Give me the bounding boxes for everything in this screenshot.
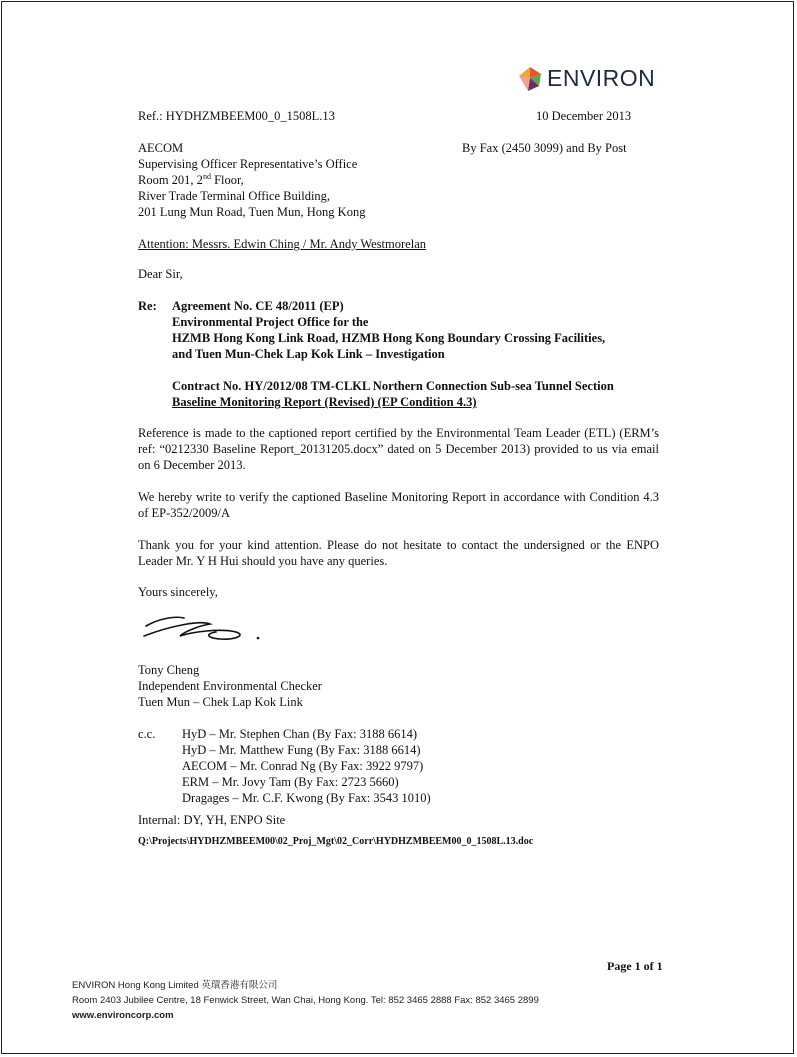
letter-date: 10 December 2013 [536,109,632,123]
closing: Yours sincerely, [138,585,218,599]
cc-list [182,726,431,806]
environ-leaf-icon [515,64,545,94]
recipient-line: 201 Lung Mun Road, Tuen Mun, Hong Kong [138,205,366,219]
page-border [1,1,794,1054]
cc-item: HyD – Mr. Matthew Fung (By Fax: 3188 6614) [182,743,421,757]
internal-distribution: Internal: DY, YH, ENPO Site [138,813,286,827]
file-path: Q:\Projects\HYDHZMBEEM00\02_Proj_Mgt\02_Corr\HYDHZMBEEM00_0_1508L.13.doc [138,836,534,847]
footer-address: Room 2403 Jubilee Centre, 18 Fenwick Street, Wan Chai, Hong Kong. Tel: 852 3465 2888 Fax: 852 3465 2899 [72,995,539,1006]
cc-item: AECOM – Mr. Conrad Ng (By Fax: 3922 9797) [182,759,424,773]
subject-line: and Tuen Mun-Chek Lap Kok Link – Investigation [172,347,445,361]
cc-item: ERM – Mr. Jovy Tam (By Fax: 2723 5660) [182,775,399,789]
subject-line: Baseline Monitoring Report (Revised) (EP Condition 4.3) [172,395,477,409]
cc-item: HyD – Mr. Stephen Chan (By Fax: 3188 6614) [182,727,418,741]
signatory-project: Tuen Mun – Chek Lap Kok Link [138,695,303,709]
subject-line: Environmental Project Office for the [172,315,369,329]
re-label: Re: [138,299,157,313]
handwritten-signature [140,612,270,648]
recipient-line: Room 201, 2nd Floor, [138,171,244,187]
body-paragraph: Thank you for your kind attention. Please do not hesitate to contact the undersigned or the ENPO Leader Mr. Y H Hui should you have any queries. [138,538,659,568]
recipient-line: AECOM [138,141,184,155]
logo-wordmark: ENVIRON [547,65,656,91]
footer-website[interactable]: www.environcorp.com [72,1010,174,1021]
contract-block [172,378,614,410]
salutation: Dear Sir, [138,267,183,281]
environ-logo [515,64,656,96]
subject-block [172,298,605,362]
footer-company: ENVIRON Hong Kong Limited 英環香港有限公司 [72,980,278,991]
delivery-method: By Fax (2450 3099) and By Post [462,141,627,155]
cc-item: Dragages – Mr. C.F. Kwong (By Fax: 3543 1010) [182,791,431,805]
subject-line: HZMB Hong Kong Link Road, HZMB Hong Kong Boundary Crossing Facilities, [172,331,606,345]
page-number: Page 1 of 1 [607,959,663,973]
body-paragraph: Reference is made to the captioned report certified by the Environmental Team Leader (ETL) (ERM’s ref: “0212330 Baseline Report_20131205.docx” dated on 5 December 2013) provided to us via email on 6 December 2013. [138,426,659,472]
signatory-title: Independent Environmental Checker [138,679,322,693]
recipient-address [138,140,365,220]
recipient-line: River Trade Terminal Office Building, [138,189,331,203]
attention-line: Attention: Messrs. Edwin Ching / Mr. Andy Westmorelan [138,237,426,251]
reference-number: Ref.: HYDHZMBEEM00_0_1508L.13 [138,109,335,123]
body-paragraph: We hereby write to verify the captioned Baseline Monitoring Report in accordance with Condition 4.3 of EP-352/2009/A [138,490,659,520]
subject-line: Agreement No. CE 48/2011 (EP) [172,299,344,313]
recipient-line: Supervising Officer Representative’s Office [138,157,358,171]
subject-line: Contract No. HY/2012/08 TM-CLKL Northern Connection Sub-sea Tunnel Section [172,379,614,393]
signatory-name: Tony Cheng [138,663,200,677]
cc-label: c.c. [138,727,156,741]
signatory-block [138,662,322,710]
